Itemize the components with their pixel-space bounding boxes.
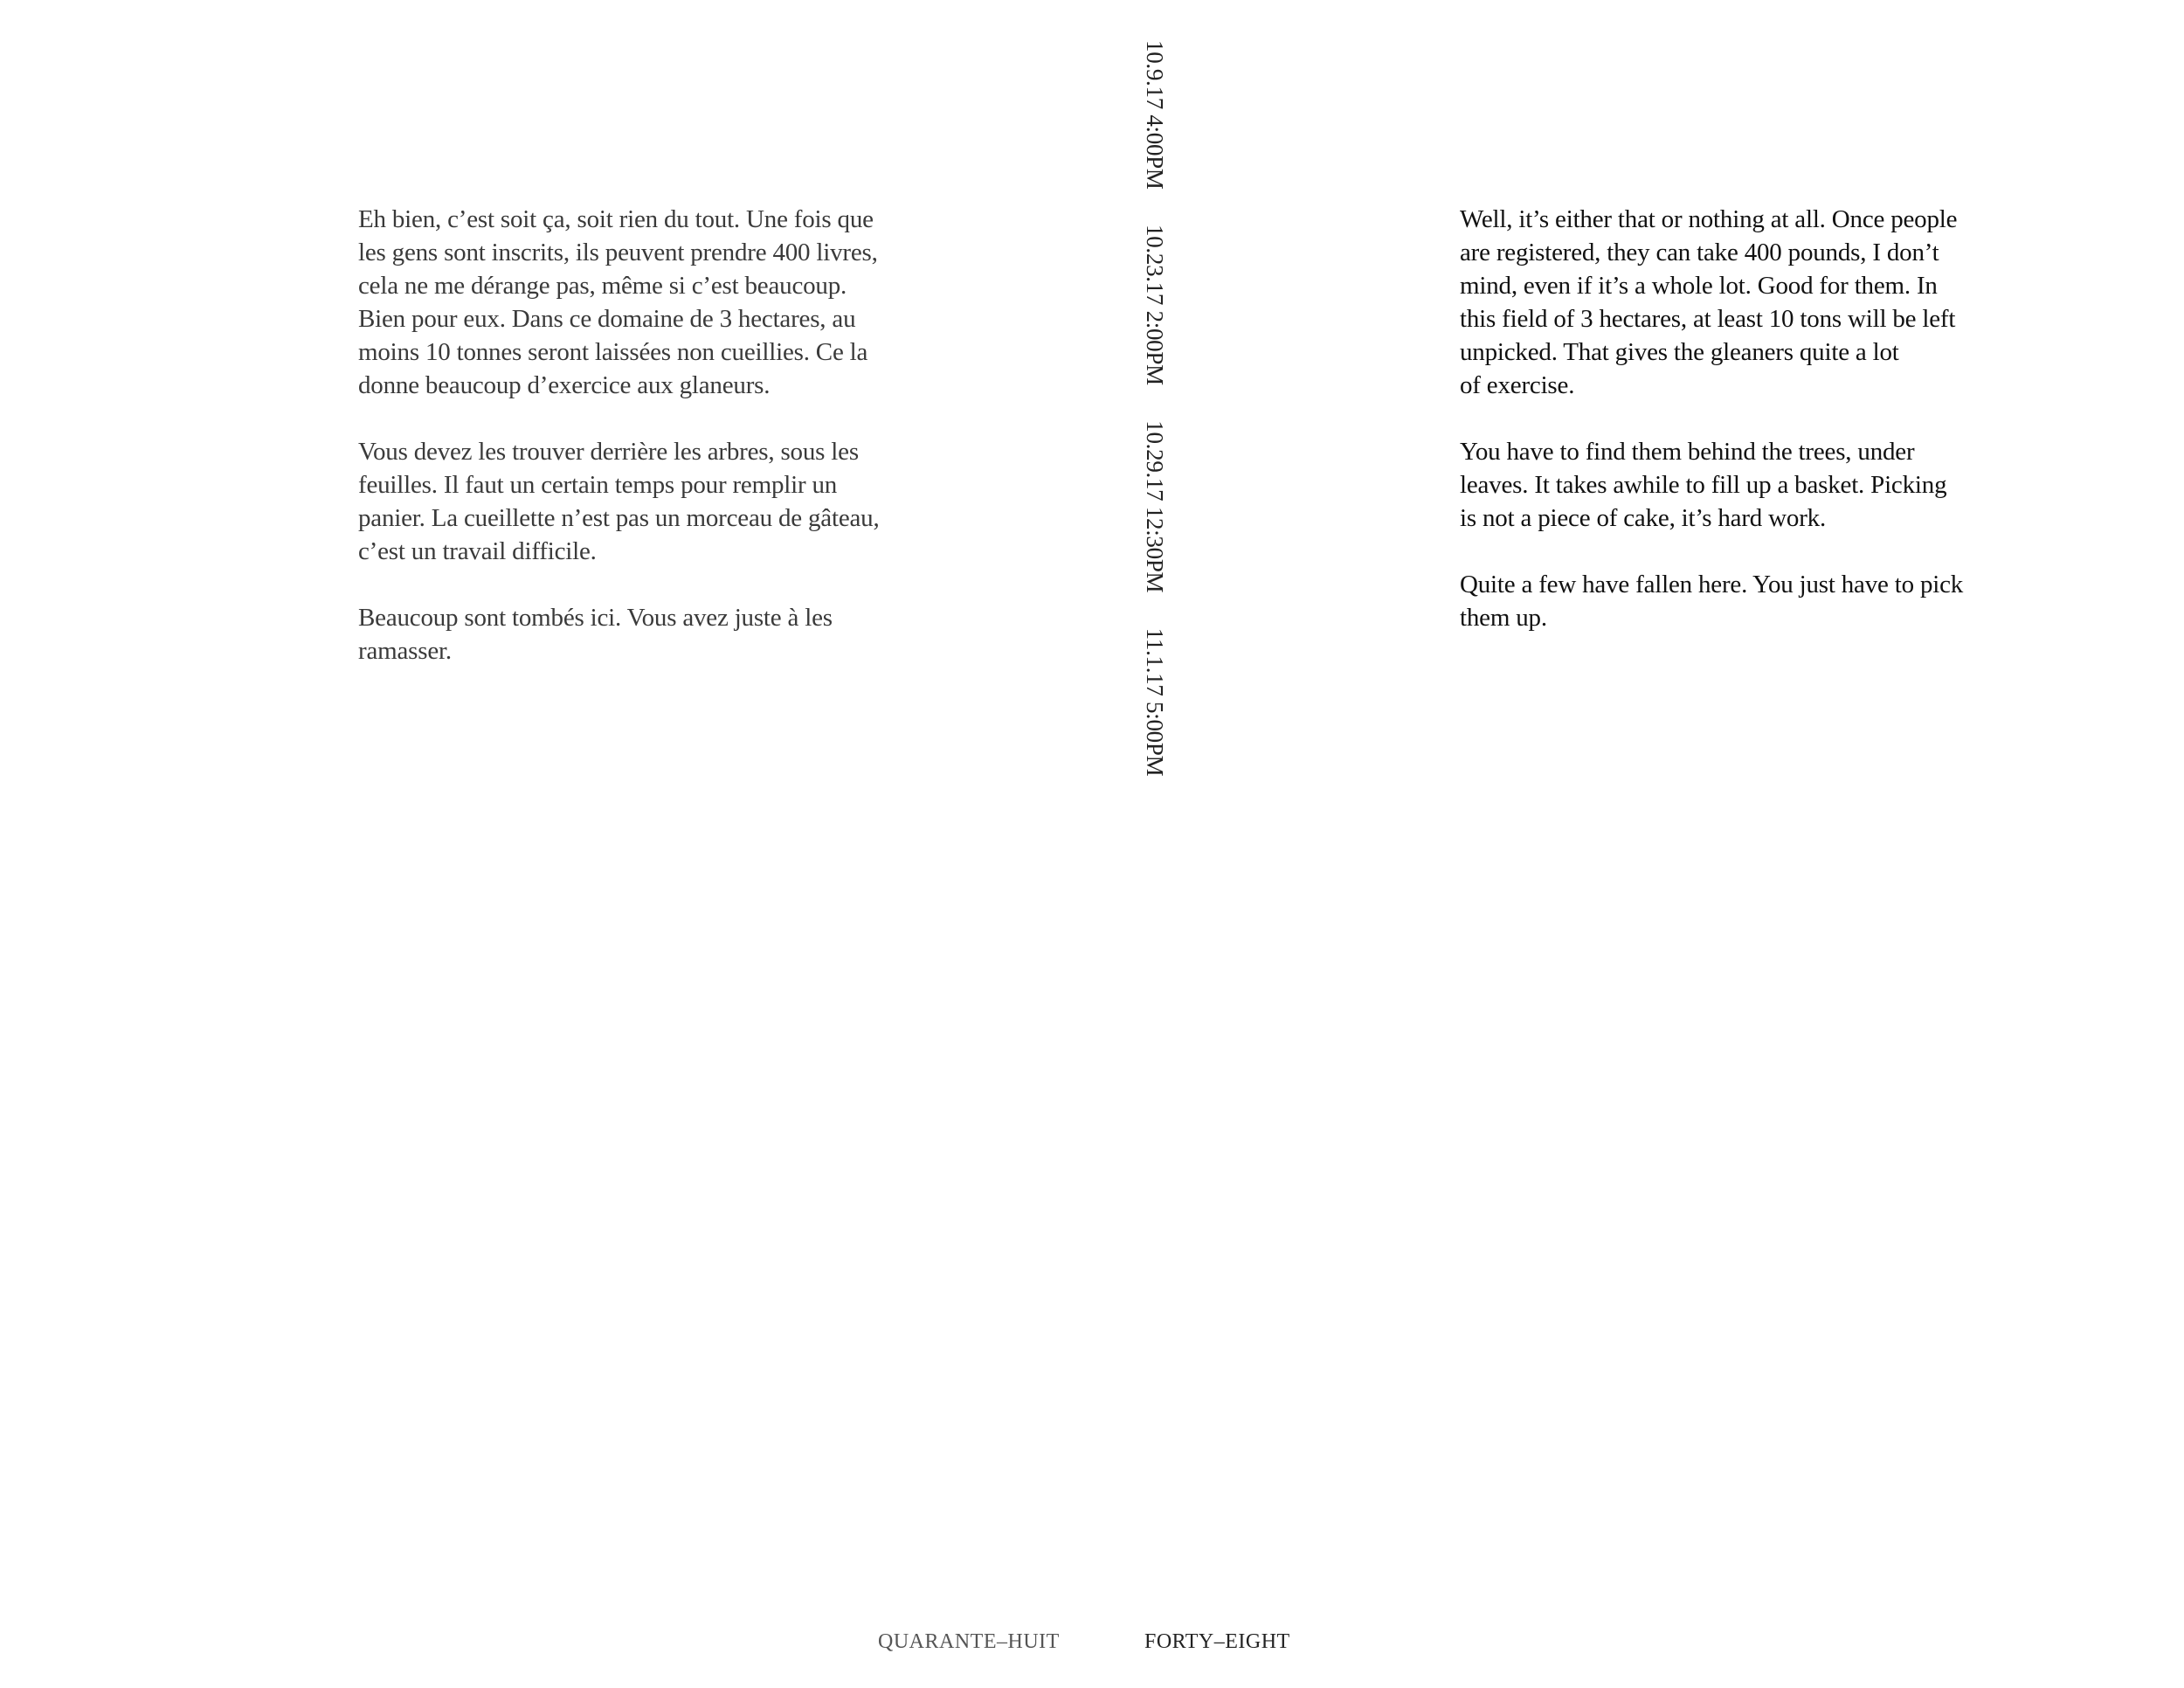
- english-line: this field of 3 hectares, at least 10 tons will be left: [1460, 305, 1956, 333]
- timestamp: 10.23.17 2:00PM: [1142, 225, 1168, 385]
- french-paragraph-2: [358, 435, 917, 568]
- timestamp: 10.29.17 12:30PM: [1142, 420, 1168, 593]
- english-line: mind, even if it’s a whole lot. Good for them. In: [1460, 272, 1938, 300]
- french-line: donne beaucoup d’exercice aux glaneurs.: [358, 371, 771, 399]
- english-line: is not a piece of cake, it’s hard work.: [1460, 504, 1827, 532]
- english-paragraph-1: [1460, 203, 2010, 402]
- french-line: Bien pour eux. Dans ce domaine de 3 hectares, au: [358, 305, 856, 333]
- french-line: c’est un travail difficile.: [358, 537, 597, 565]
- french-line: moins 10 tonnes seront laissées non cueillies. Ce la: [358, 338, 868, 366]
- english-line: leaves. It takes awhile to fill up a basket. Picking: [1460, 471, 1947, 499]
- french-paragraph-3: [358, 601, 917, 668]
- english-text-column: [1460, 203, 2010, 668]
- french-line: Vous devez les trouver derrière les arbres, sous les: [358, 438, 859, 466]
- french-paragraph-1: [358, 203, 917, 402]
- english-line: of exercise.: [1460, 371, 1575, 399]
- english-line: are registered, they can take 400 pounds, I don’t: [1460, 239, 1939, 266]
- english-line: Quite a few have fallen here. You just have to pick: [1460, 571, 1964, 598]
- folio-french: QUARANTE–HUIT: [878, 1630, 1060, 1653]
- french-text-column: [358, 203, 917, 701]
- english-paragraph-2: [1460, 435, 2010, 535]
- french-line: panier. La cueillette n’est pas un morceau de gâteau,: [358, 504, 880, 532]
- french-line: Eh bien, c’est soit ça, soit rien du tout. Une fois que: [358, 205, 874, 233]
- english-line: unpicked. That gives the gleaners quite a lot: [1460, 338, 1899, 366]
- french-line: cela ne me dérange pas, même si c’est beaucoup.: [358, 272, 847, 300]
- french-line: les gens sont inscrits, ils peuvent prendre 400 livres,: [358, 239, 878, 266]
- french-line: Beaucoup sont tombés ici. Vous avez juste à les: [358, 604, 833, 632]
- timestamp: 10.9.17 4:00PM: [1142, 40, 1168, 190]
- english-line: them up.: [1460, 604, 1547, 632]
- english-line: Well, it’s either that or nothing at all. Once people: [1460, 205, 1958, 233]
- french-line: ramasser.: [358, 637, 452, 665]
- english-line: You have to find them behind the trees, under: [1460, 438, 1915, 466]
- folio-english: FORTY–EIGHT: [1144, 1630, 1290, 1653]
- timestamp-strip: [1118, 40, 1171, 806]
- english-paragraph-3: [1460, 568, 2010, 634]
- french-line: feuilles. Il faut un certain temps pour remplir un: [358, 471, 838, 499]
- timestamp: 11.1.17 5:00PM: [1142, 627, 1168, 777]
